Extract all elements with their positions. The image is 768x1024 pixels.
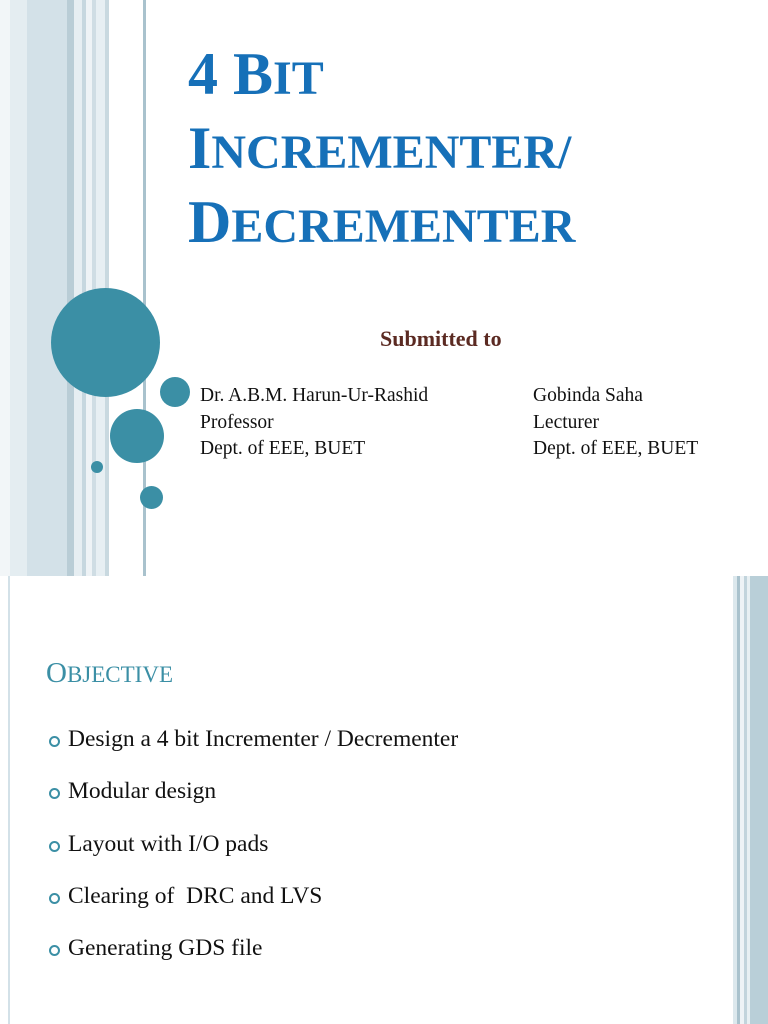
list-item-text: Clearing of DRC and LVS xyxy=(68,882,323,909)
objective-slide xyxy=(0,576,768,1024)
title-line-1 xyxy=(188,41,324,107)
heading-text: O xyxy=(46,657,67,689)
recipient-block xyxy=(200,383,428,463)
submitted-to-label: Submitted to xyxy=(380,326,502,351)
title-text: 4 B xyxy=(188,41,274,107)
decorative-circle-large xyxy=(51,288,160,397)
title-text: ECREMENTER xyxy=(231,200,576,253)
bullet-icon xyxy=(49,736,60,747)
recipient-block xyxy=(533,383,698,463)
section-heading xyxy=(46,659,173,688)
decorative-stripe xyxy=(10,0,27,576)
decorative-stripe xyxy=(67,0,74,576)
title-text: I xyxy=(188,115,212,181)
title-line-2 xyxy=(188,115,572,181)
list-item-text: Design a 4 bit Incrementer / Decrementer xyxy=(68,726,459,752)
recipient-position: Professor xyxy=(200,411,274,433)
list-item-text: Modular design xyxy=(68,778,217,805)
title-line-3 xyxy=(188,189,576,255)
list-item-text: Layout with I/O pads xyxy=(68,830,269,857)
decorative-stripe xyxy=(74,0,82,576)
decorative-stripe xyxy=(8,576,10,1024)
title-text: IT xyxy=(273,52,324,105)
decorative-stripe xyxy=(750,576,768,1024)
recipient-department: Dept. of EEE, BUET xyxy=(533,438,699,459)
recipient-name: Dr. A.B.M. Harun-Ur-Rashid xyxy=(200,385,429,406)
decorative-circle-medium xyxy=(110,409,164,463)
decorative-circle-small xyxy=(160,377,190,407)
bullet-icon xyxy=(49,945,60,956)
title-text: D xyxy=(188,189,232,255)
decorative-stripe xyxy=(0,0,10,576)
heading-text: BJECTIVE xyxy=(66,662,174,687)
bullet-icon xyxy=(49,841,60,852)
title-text: NCREMENTER/ xyxy=(211,126,572,179)
decorative-stripe xyxy=(27,0,67,576)
decorative-circle-tiny xyxy=(91,461,103,473)
recipient-position: Lecturer xyxy=(533,411,600,433)
recipient-name: Gobinda Saha xyxy=(533,385,643,406)
decorative-circle-small xyxy=(140,486,163,509)
bullet-icon xyxy=(49,893,60,904)
recipient-department: Dept. of EEE, BUET xyxy=(200,438,366,459)
list-item-text: Generating GDS file xyxy=(68,935,263,962)
bullet-icon xyxy=(49,788,60,799)
